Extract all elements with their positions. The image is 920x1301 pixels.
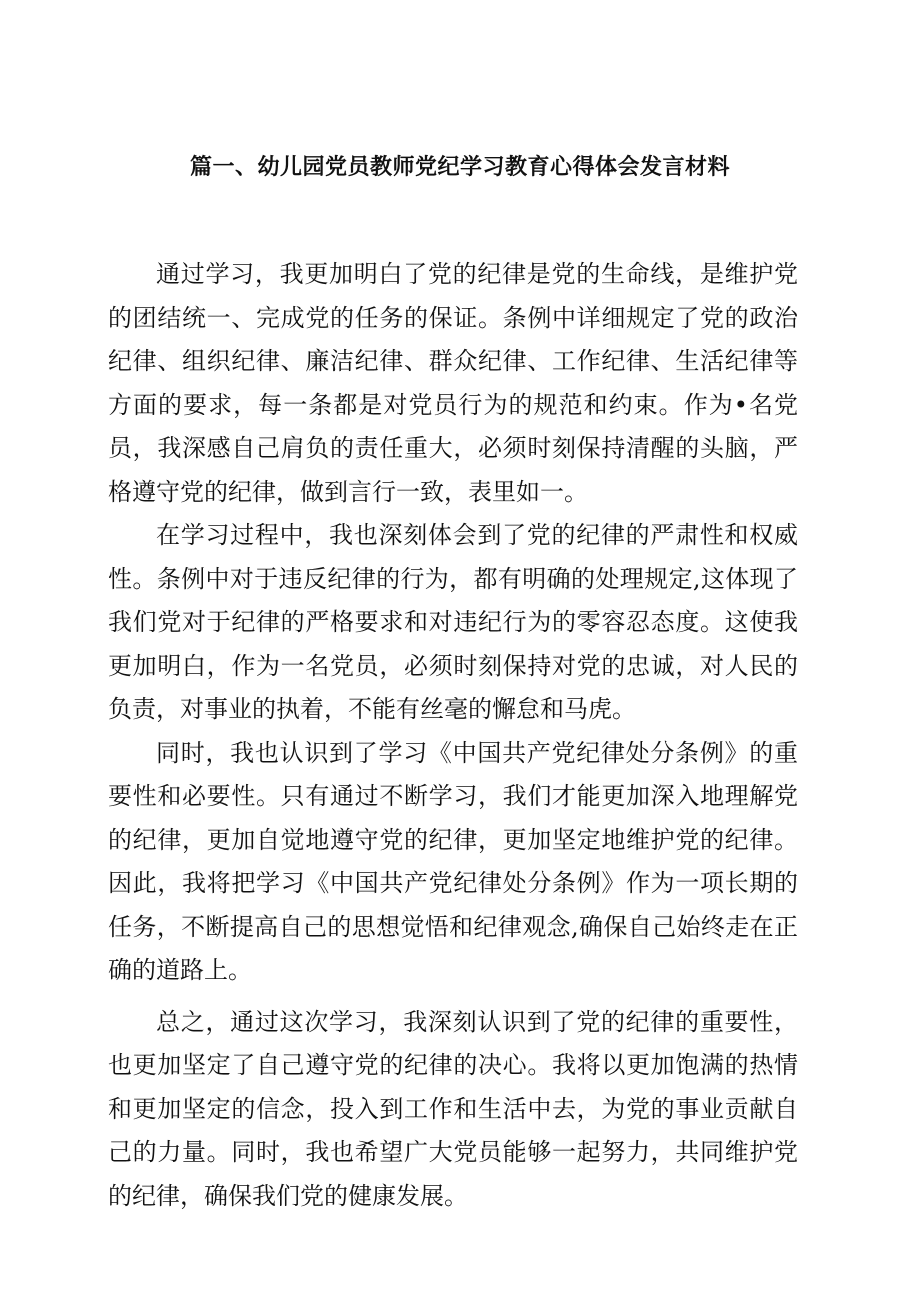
document-body	[108, 253, 798, 1218]
paragraph-1: 通过学习，我更加明白了党的纪律是党的生命线，是维护党的团结统一、完成党的任务的保证。条例中详细规定了党的政治纪律、组织纪律、廉洁纪律、群众纪律、工作纪律、生活纪律等方面的要求，每一条都是对党员行为的规范和约束。作为•名党员，我深感自己肩负的责任重大，必须时刻保持清醒的头脑，严格遵守党的纪律，做到言行一致，表里如一。	[108, 260, 798, 506]
paragraph-2: 在学习过程中，我也深刻体会到了党的纪律的严肃性和权威性。条例中对于违反纪律的行为，都有明确的处理规定,这体现了我们党对于纪律的严格要求和对违纪行为的零容忍态度。这使我更加明白，作为一名党员，必须时刻保持对党的忠诚，对人民的负责，对事业的执着，不能有丝毫的懈怠和马虎。	[108, 521, 798, 723]
paragraph-3: 同时，我也认识到了学习《中国共产党纪律处分条例》的重要性和必要性。只有通过不断学习，我们才能更加深入地理解党的纪律，更加自觉地遵守党的纪律，更加坚定地维护党的纪律。因此，我将把学习《中国共产党纪律处分条例》作为一项长期的任务，不断提高自己的思想觉悟和纪律观念,确保自己始终走在正确的道路上。	[108, 738, 798, 984]
document-title: 篇一、幼儿园党员教师党纪学习教育心得体会发言材料	[189, 154, 730, 180]
paragraph-4: 总之，通过这次学习，我深刻认识到了党的纪律的重要性，也更加坚定了自己遵守党的纪律的决心。我将以更加饱满的热情和更加坚定的信念，投入到工作和生活中去，为党的事业贡献自己的力量。同时，我也希望广大党员能够一起努力，共同维护党的纪律，确保我们党的健康发展。	[108, 1007, 798, 1210]
